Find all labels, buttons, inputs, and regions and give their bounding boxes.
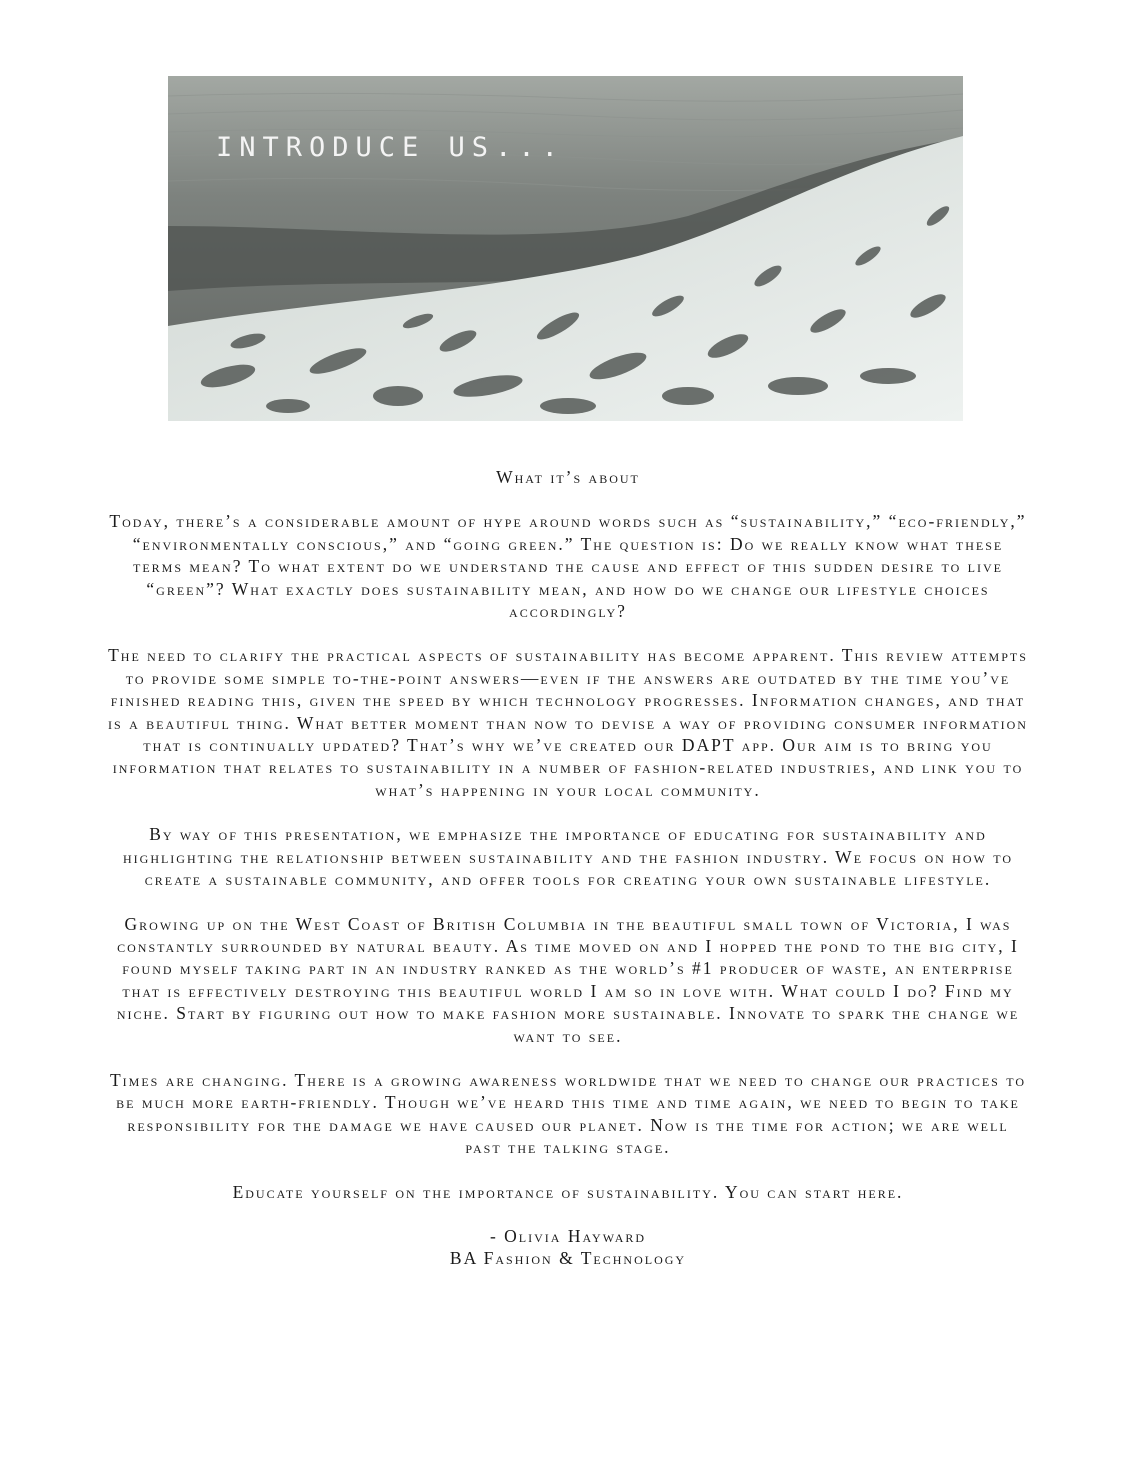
paragraph-personal: Growing up on the West Coast of British Columbia in the beautiful small town of Victoria, I was constantly surrounded by natural beauty. As time moved on and I hopped the pond to the big city, I found myself taking part in an industry ranked as the world’s #1 producer of waste, an enterprise that is effectively destroying this beautiful world I am so in love with. What could I do? Find my niche. Start by figuring out how to make fashion more sustainable. Innovate to spark the change we want to see. bbox=[116, 913, 1020, 1046]
paragraph-educate: Educate yourself on the importance of sustainability. You can start here. bbox=[232, 1181, 904, 1202]
hero-image bbox=[168, 76, 963, 421]
signature-role: BA Fashion & Technology bbox=[449, 1248, 687, 1269]
paragraph-presentation: By way of this presentation, we emphasize the importance of educating for sustainability and highlighting the relationship between sustainability and the fashion industry. We focus on how to create a sustainable community, and offer tools for creating your own sustainable lifestyle. bbox=[122, 824, 1013, 890]
paragraph-intro: Today, there’s a considerable amount of hype around words such as “sustainability,” “eco-friendly,” “environmentally conscious,” and “going green.” The question is: Do we really know what these terms mean? To what extent do we understand the cause and effect of this sudden desire to live “green”? What exactly does sustainability mean, and how do we change our lifestyle choices accordingly? bbox=[109, 511, 1027, 622]
paragraph-times: Times are changing. There is a growing awareness worldwide that we need to change our practices to be much more earth-friendly. Though we’ve heard this time and time again, we need to begin to take responsibility for the damage we have caused our planet. Now is the time for action; we are well past the talking stage. bbox=[109, 1069, 1026, 1158]
signature-name: - Olivia Hayward bbox=[489, 1225, 647, 1246]
ocean-wave-image bbox=[168, 76, 963, 421]
article-body bbox=[108, 466, 1028, 1270]
section-heading: What it’s about bbox=[496, 467, 640, 487]
paragraph-need: The need to clarify the practical aspects of sustainability has become apparent. This review attempts to provide some simple to-the-point answers—even if the answers are outdated by the time you’ve finished reading this, given the speed by which technology progresses. Information changes, and that is a beautiful thing. What better moment than now to devise a way of providing consumer information that is continually updated? That’s why we’ve created our DAPT app. Our aim is to bring you information that relates to sustainability in a number of fashion-related industries, and link you to what’s happening in your local community. bbox=[108, 645, 1028, 800]
hero-title: INTRODUCE US... bbox=[216, 132, 565, 163]
signature bbox=[108, 1225, 1028, 1270]
